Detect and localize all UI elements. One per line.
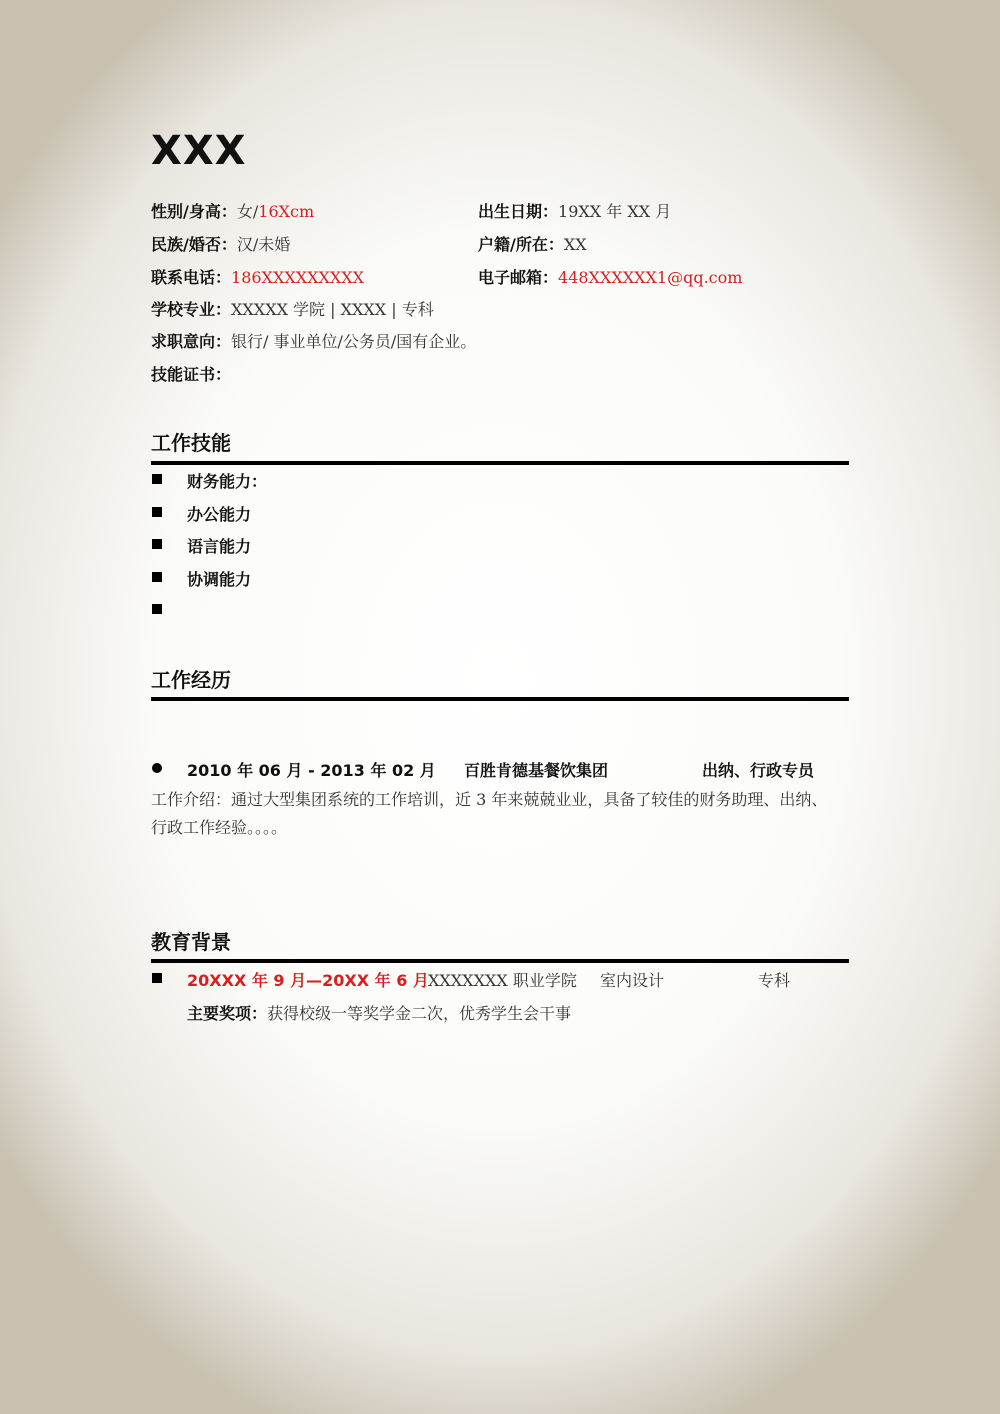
email-value: 448XXXXXX1@qq.com [558,268,743,287]
experience-position: 出纳、行政专员 [702,761,815,780]
experience-description-line1: 工作介绍：通过大型集团系统的工作培训，近 3 年来兢兢业业，具备了较佳的财务助理、出纳、 [151,790,828,809]
education-period: 20XXX 年 9 月—20XX 年 6 月 [187,971,429,990]
ethnic-marital-label: 民族/婚否： [151,235,237,254]
certificates-label: 技能证书： [151,365,232,384]
email-field [478,268,742,288]
education-divider [151,959,849,963]
experience-description-line2: 行政工作经验。。。。 [151,818,288,837]
education-school: XXXXXXX 职业学院 [428,971,577,990]
education-awards [187,1001,571,1024]
phone-field [151,268,364,288]
gender-height-field [151,202,314,222]
hometown-value: XX [563,235,587,254]
square-bullet-icon [152,539,162,549]
education-major: 室内设计 [600,971,665,990]
experience-divider [151,697,849,701]
awards-label: 主要奖项： [187,1004,268,1023]
awards-value: 获得校级一等奖学金二次，优秀学生会干事 [267,1004,572,1023]
gender-height-label: 性别/身高： [151,202,237,221]
job-intention-field [151,332,476,352]
candidate-name: XXX [151,128,247,174]
ethnic-marital-value: 汉/未婚 [236,235,291,254]
birth-label: 出生日期： [478,202,559,221]
job-intention-label: 求职意向： [151,332,232,351]
square-bullet-icon [152,474,162,484]
job-intention-value: 银行/ 事业单位/公务员/国有企业。 [231,332,477,351]
skill-item-office: 办公能力 [187,505,252,524]
ethnic-marital-field [151,235,290,255]
experience-description [151,786,871,842]
skill-item-language: 语言能力 [187,537,252,556]
education-degree: 专科 [758,971,791,990]
school-major-field [151,300,434,320]
skill-item-coordination: 协调能力 [187,570,252,589]
experience-company: 百胜肯德基餐饮集团 [464,761,609,780]
education-section-title: 教育背景 [151,930,231,954]
experience-period: 2010 年 06 月 - 2013 年 02 月 [187,761,436,780]
square-bullet-icon [152,507,162,517]
email-label: 电子邮箱： [478,268,559,287]
skill-item-finance: 财务能力： [187,472,268,491]
skills-divider [151,461,849,465]
square-bullet-icon [152,604,162,614]
birth-field [478,202,671,222]
school-major-label: 学校专业： [151,300,232,319]
gender-value: 女/ [236,202,259,221]
phone-label: 联系电话： [151,268,232,287]
skills-section-title: 工作技能 [151,431,231,455]
height-value: 16Xcm [258,202,315,221]
experience-section-title: 工作经历 [151,668,231,692]
certificates-field [151,365,231,385]
square-bullet-icon [152,973,162,983]
hometown-field [478,235,587,255]
round-bullet-icon [152,763,162,773]
hometown-label: 户籍/所在： [478,235,564,254]
birth-value: 19XX 年 XX 月 [558,202,672,221]
phone-value: 186XXXXXXXXX [231,268,365,287]
square-bullet-icon [152,572,162,582]
school-major-value: XXXXX 学院 | XXXX | 专科 [231,300,434,319]
